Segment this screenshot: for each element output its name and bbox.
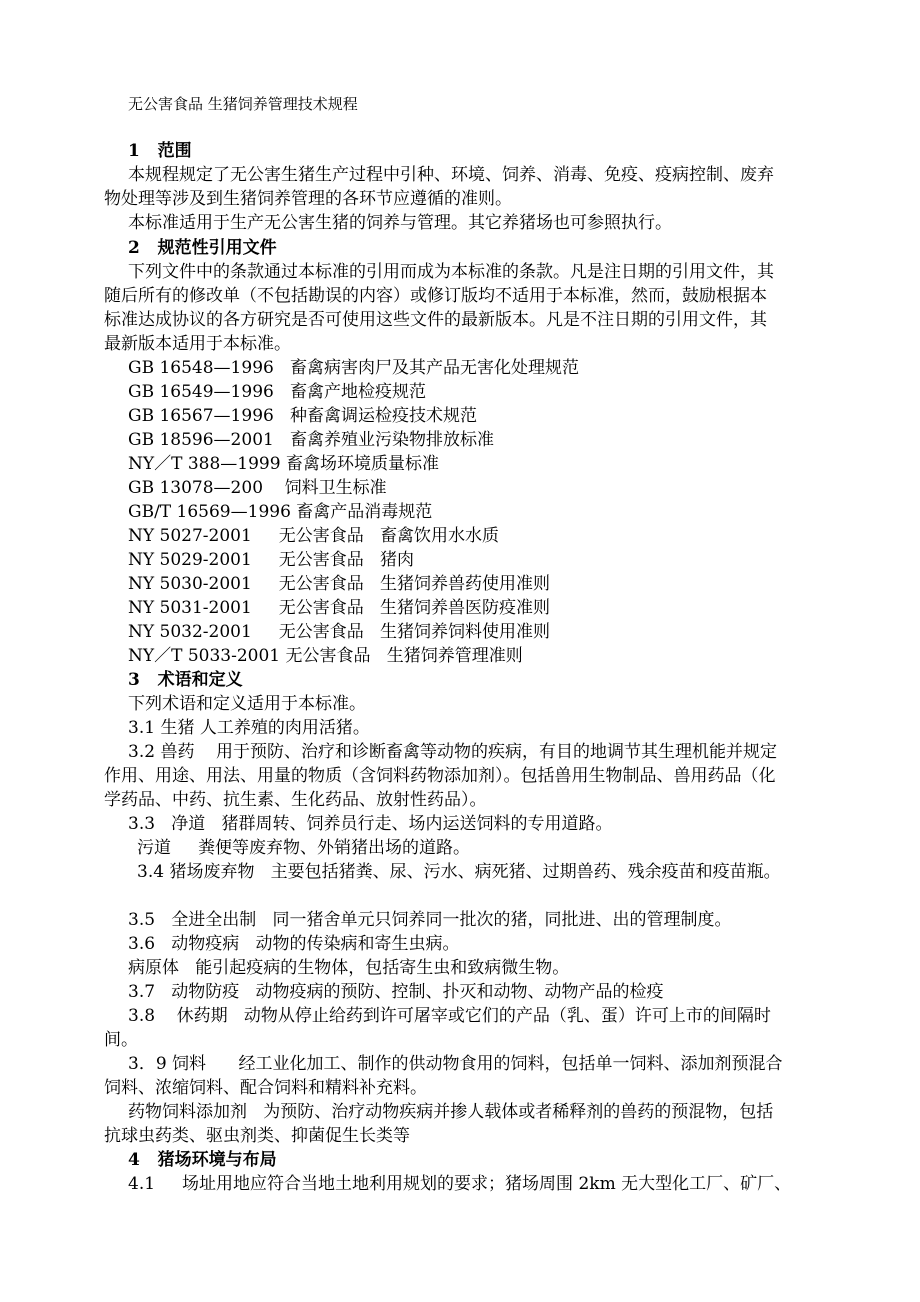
reference-item: NY 5030-2001 无公害食品 生猪饲养兽药使用准则 — [128, 574, 551, 594]
definition-line: 3．9 饲料 经工业化加工、制作的供动物食用的饲料，包括单一饲料、添加剂预混合 — [128, 1054, 783, 1074]
definition-line: 3.7 动物防疫 动物疫病的预防、控制、扑灭和动物、动物产品的检疫 — [128, 982, 664, 1002]
reference-item: NY 5031-2001 无公害食品 生猪饲养兽医防疫准则 — [128, 598, 551, 618]
paragraph-line: 最新版本适用于本标准。 — [104, 334, 291, 354]
definition-line: 学药品、中药、抗生素、生化药品、放射性药品）。 — [104, 790, 487, 810]
reference-item: NY 5029-2001 无公害食品 猪肉 — [128, 550, 415, 570]
section-heading: 3 术语和定义 — [128, 670, 243, 690]
definition-line: 3.6 动物疫病 动物的传染病和寄生虫病。 — [128, 934, 460, 954]
paragraph-line: 4.1 场址用地应符合当地土地利用规划的要求；猪场周围 2km 无大型化工厂、矿厂、 — [128, 1174, 792, 1194]
reference-item: GB 13078—200 饲料卫生标准 — [128, 478, 387, 498]
paragraph-line: 随后所有的修改单（不包括勘误的内容）或修订版均不适用于本标准，然而，鼓励根据本 — [104, 286, 767, 306]
definition-line: 作用、用途、用法、用量的物质（含饲料药物添加剂）。包括兽用生物制品、兽用药品（化 — [104, 766, 776, 786]
section-heading: 1 范围 — [128, 141, 192, 161]
section-heading: 4 猪场环境与布局 — [128, 1150, 277, 1170]
definition-line: 抗球虫药类、驱虫剂类、抑菌促生长类等 — [104, 1126, 410, 1146]
reference-item: NY 5032-2001 无公害食品 生猪饲养饲料使用准则 — [128, 622, 551, 642]
reference-item: GB 16567—1996 种畜禽调运检疫技术规范 — [128, 406, 478, 426]
reference-item: NY／T 388—1999 畜禽场环境质量标准 — [128, 454, 439, 474]
definition-line: 药物饲料添加剂 为预防、治疗动物疾病并掺人载体或者稀释剂的兽药的预混物，包括 — [128, 1102, 774, 1122]
reference-item: GB 16548—1996 畜禽病害肉尸及其产品无害化处理规范 — [128, 358, 580, 378]
definition-line: 3.1 生猪 人工养殖的肉用活猪。 — [128, 718, 370, 738]
reference-item: GB 16549—1996 畜禽产地检疫规范 — [128, 382, 427, 402]
reference-item: NY 5027-2001 无公害食品 畜禽饮用水水质 — [128, 526, 500, 546]
reference-item: GB 18596—2001 畜禽养殖业污染物排放标准 — [128, 430, 495, 450]
definition-line: 饲料、浓缩饲料、配合饲料和精料补充料。 — [104, 1078, 427, 1098]
definition-line: 3.5 全进全出制 同一猪舍单元只饲养同一批次的猪，同批进、出的管理制度。 — [128, 910, 732, 930]
reference-item: NY／T 5033-2001 无公害食品 生猪饲养管理准则 — [128, 646, 523, 666]
definition-line: 污道 粪便等废弃物、外销猪出场的道路。 — [137, 838, 471, 858]
definition-line: 间。 — [104, 1030, 138, 1050]
section-heading: 2 规范性引用文件 — [128, 238, 277, 258]
paragraph-line: 物处理等涉及到生猪饲养管理的各环节应遵循的准则。 — [104, 189, 512, 209]
definition-line: 3.2 兽药 用于预防、治疗和诊断畜禽等动物的疾病，有目的地调节其生理机能并规定 — [128, 742, 778, 762]
paragraph-line: 下列术语和定义适用于本标准。 — [128, 694, 366, 714]
definition-line: 3.3 净道 猪群周转、饲养员行走、场内运送饲料的专用道路。 — [128, 814, 613, 834]
definition-line: 病原体 能引起疫病的生物体，包括寄生虫和致病微生物。 — [128, 958, 570, 978]
definition-line: 3.8 休药期 动物从停止给药到许可屠宰或它们的产品（乳、蛋）许可上市的间隔时 — [128, 1006, 771, 1026]
paragraph-line: 本标准适用于生产无公害生猪的饲养与管理。其它养猪场也可参照执行。 — [128, 213, 672, 233]
definition-line: 3.4 猪场废弃物 主要包括猪粪、尿、污水、病死猪、过期兽药、残余疫苗和疫苗瓶。 — [137, 862, 781, 882]
paragraph-line: 本规程规定了无公害生猪生产过程中引种、环境、饲养、消毒、免疫、疫病控制、废弃 — [128, 165, 774, 185]
document-title: 无公害食品 生猪饲养管理技术规程 — [128, 95, 358, 113]
reference-item: GB/T 16569—1996 畜禽产品消毒规范 — [128, 502, 433, 522]
paragraph-line: 下列文件中的条款通过本标准的引用而成为本标准的条款。凡是注日期的引用文件，其 — [128, 262, 774, 282]
paragraph-line: 标准达成协议的各方研究是否可使用这些文件的最新版本。凡是不注日期的引用文件，其 — [104, 310, 767, 330]
